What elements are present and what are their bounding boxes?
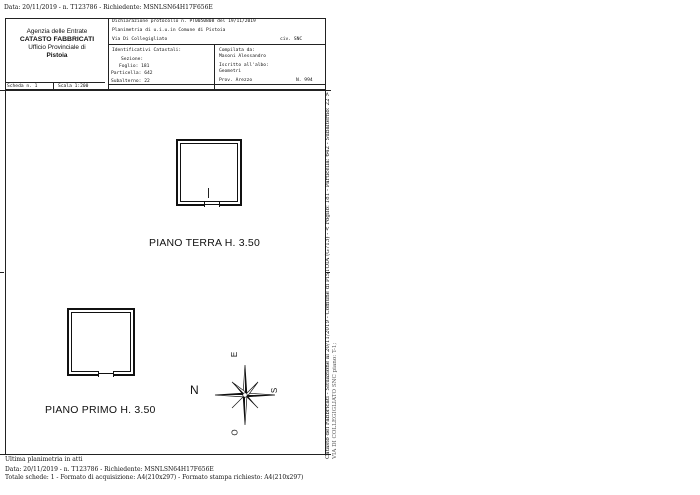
office-city: Pistoia — [46, 52, 68, 59]
footer-request: Data: 20/11/2019 - n. T123786 - Richiedente: MSNLSN64H17F656E — [5, 466, 214, 473]
registration-tick — [0, 272, 4, 273]
compiler-province: Prov. Arezzo — [219, 78, 253, 83]
office-catasto: CATASTO FABBRICATI — [19, 36, 95, 43]
title-block-divider — [108, 18, 109, 90]
compiler-number: N. 994 — [296, 78, 313, 83]
ground-floor-door-leaf — [204, 204, 220, 205]
scheda-number: Scheda n. 1 — [7, 84, 38, 89]
declaration-civic: civ. SNC — [280, 37, 303, 42]
declaration-address: Via Di Collegigliato — [112, 37, 168, 42]
office-agency: Agenzia delle Entrate — [26, 28, 88, 35]
side-note-line1: Catasto dei Fabbricati - Situazione al 20/11/2019 - Comune di PISTOIA (G713) - < Foglio: 181 - Particella: 642 - Subalterno: 22 > — [325, 91, 331, 459]
ground-floor-arrow — [208, 188, 209, 198]
office-ufficio: Ufficio Provinciale di — [28, 44, 86, 51]
compass-rose-icon — [205, 355, 285, 435]
identifiers-particella: Particella: 642 — [111, 71, 153, 76]
compass-east: E — [230, 351, 240, 358]
scheda-top-line — [5, 82, 105, 83]
header-request-info: Data: 20/11/2019 - n. T123786 - Richiedente: MSNLSN64H17F656E — [4, 4, 213, 11]
scheda-divider — [53, 82, 54, 90]
first-floor-window-line — [98, 373, 114, 374]
identifiers-sezione: Sezione: — [121, 57, 144, 62]
identifiers-foglio: Foglio: 181 — [119, 64, 150, 69]
declaration-divider — [108, 44, 326, 45]
office-block — [8, 28, 106, 60]
compiler-profession: Geometri — [219, 69, 242, 74]
compass-south: S — [270, 387, 280, 394]
side-note — [323, 14, 343, 464]
first-floor-window — [98, 371, 114, 377]
identifiers-title: Identificativi Catastali: — [112, 48, 182, 53]
first-floor-room-inner — [71, 312, 131, 372]
scale: Scala 1:200 — [58, 84, 89, 89]
ground-floor-room-inner — [180, 143, 238, 202]
identifiers-subalterno: Subalterno: 22 — [111, 79, 150, 84]
compass-west: O — [230, 429, 240, 436]
declaration-plan: Planimetria di u.i.u.in Comune di Pistoia — [112, 28, 226, 33]
first-floor-label: PIANO PRIMO H. 3.50 — [45, 404, 156, 416]
compiler-name: Masoni Alessandro — [219, 54, 267, 59]
registration-tick — [0, 90, 6, 91]
compass-north: N — [190, 383, 199, 397]
footer-sheets: Totale schede: 1 - Formato di acquisizione: A4(210x297) - Formato stampa richiesto: A4(210x297) — [5, 474, 304, 481]
declaration-protocol: Dichiarazione protocollo n. PT0050808 del 19/11/2019 — [112, 19, 256, 24]
compiler-title: Compilata da: — [219, 48, 255, 53]
ground-floor-label: PIANO TERRA H. 3.50 — [149, 237, 260, 249]
registration-tick — [0, 454, 6, 455]
side-note-line2: VIA DI COLLEGIGLIATO SNC piano: T-1; — [332, 342, 338, 459]
compiler-enrolled: Iscritto all'albo: — [219, 63, 269, 68]
footer-last-plan: Ultima planimetria in atti — [5, 456, 83, 463]
